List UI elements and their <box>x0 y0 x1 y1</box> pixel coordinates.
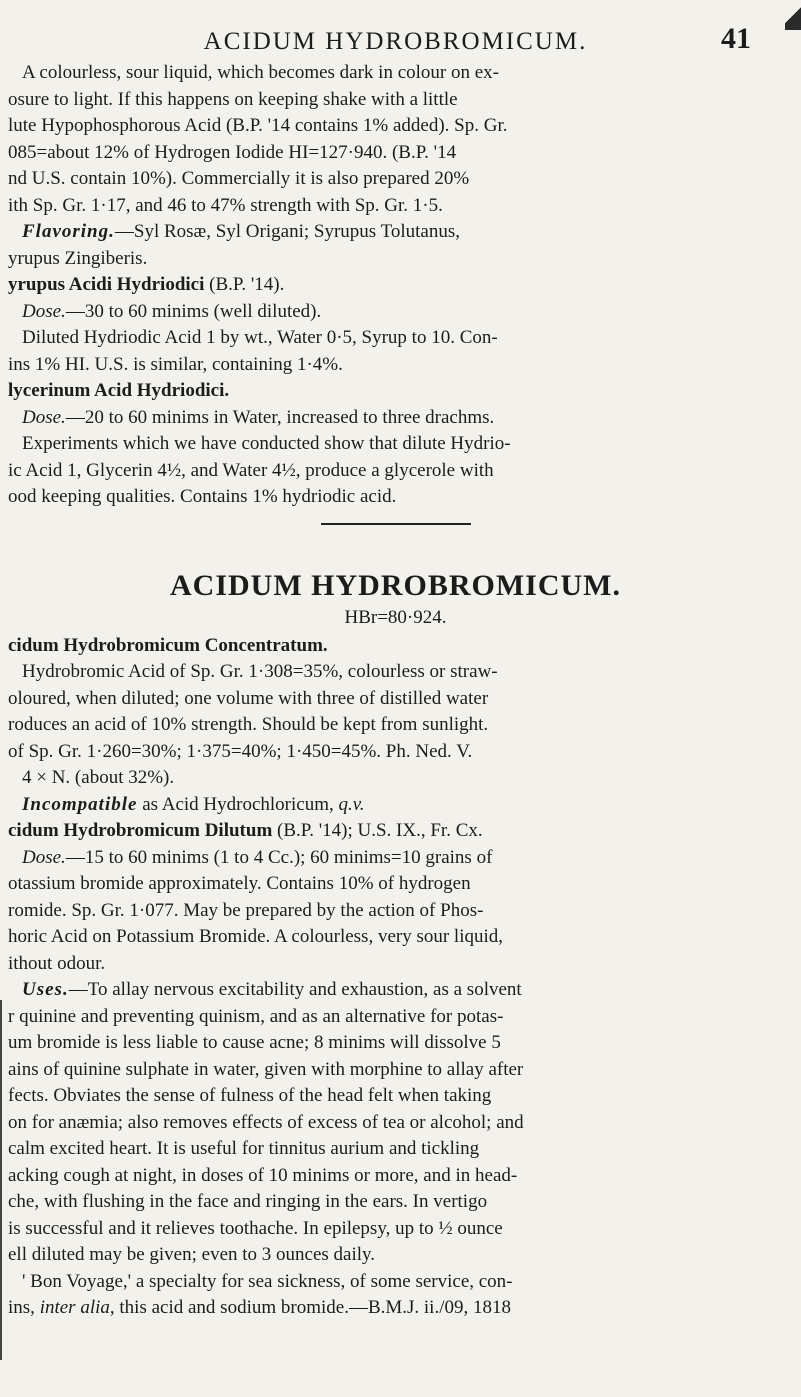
syrupus-section <box>8 272 783 378</box>
text-line: is successful and it relieves toothache. In epilepsy, up to ½ ounce <box>8 1217 503 1239</box>
text-line: 085=about 12% of Hydrogen Iodide HI=127·940. (B.P. '14 <box>8 141 457 163</box>
citation-line <box>8 1295 783 1322</box>
text-line: um bromide is less liable to cause acne; 8 minims will dissolve 5 <box>8 1032 501 1053</box>
text-line: ithout odour. <box>8 952 106 974</box>
text-line: ains of quinine sulphate in water, given with morphine to allay after <box>8 1058 524 1080</box>
text-line: oloured, when diluted; one volume with three of distilled water <box>8 687 489 709</box>
flavoring-line <box>8 219 783 246</box>
text-line: Diluted Hydriodic Acid 1 by wt., Water 0·5, Syrup to 10. Con- <box>22 327 498 348</box>
text-line: fects. Obviates the sense of fulness of the head felt when taking <box>8 1085 492 1106</box>
uses-label: Uses. <box>22 979 69 1000</box>
text-line: Hydrobromic Acid of Sp. Gr. 1·308=35%, colourless or straw- <box>22 661 498 682</box>
text-line: otassium bromide approximately. Contains 10% of hydrogen <box>8 873 471 894</box>
dose-label: Dose. <box>22 406 66 428</box>
dose-text: —30 to 60 minims (well diluted). <box>65 300 322 322</box>
text-line: ood keeping qualities. Contains 1% hydriodic acid. <box>8 486 397 507</box>
glycerinum-section <box>8 378 783 511</box>
dose-line <box>8 299 783 326</box>
incompatible-line <box>8 792 783 819</box>
text-line: nd U.S. contain 10%). Commercially it is also prepared 20% <box>8 168 470 189</box>
syrupus-heading-ref: (B.P. '14). <box>209 274 285 295</box>
text-line: calm excited heart. It is useful for tinnitus aurium and tickling <box>8 1138 480 1159</box>
section-divider <box>321 523 471 525</box>
dilutum-heading-line <box>8 818 783 845</box>
incompatible-ref: q.v. <box>338 793 365 815</box>
text-line: ' Bon Voyage,' a specialty for sea sickness, of some service, con- <box>22 1270 513 1292</box>
incompatible-text: as Acid Hydrochloricum, <box>137 793 339 815</box>
dose-text: —20 to 60 minims in Water, increased to three drachms. <box>65 406 495 428</box>
dose-text: —15 to 60 minims (1 to 4 Cc.); 60 minims=10 grains of <box>65 846 493 868</box>
dose-line <box>8 405 783 432</box>
hydriodic-acid-description <box>8 60 783 272</box>
page-header <box>8 0 783 60</box>
uses-line <box>8 977 783 1004</box>
text-line: ins 1% HI. U.S. is similar, containing 1·4%. <box>8 353 343 375</box>
text-line: ith Sp. Gr. 1·17, and 46 to 47% strength with Sp. Gr. 1·5. <box>8 194 443 216</box>
citation-text-a: ins, <box>8 1297 40 1318</box>
text-line: che, with flushing in the face and ringing in the ears. In vertigo <box>8 1191 488 1212</box>
flavoring-text: —Syl Rosæ, Syl Origani; Syrupus Tolutanus, <box>114 221 460 242</box>
dilutum-heading-ref: (B.P. '14); U.S. IX., Fr. Cx. <box>277 820 483 841</box>
dilutum-section <box>8 818 783 1322</box>
syrupus-heading: yrupus Acidi Hydriodici <box>8 274 205 295</box>
text-line: roduces an acid of 10% strength. Should be kept from sunlight. <box>8 714 489 735</box>
concentratum-section <box>8 633 783 819</box>
text-line: 4 × N. (about 32%). <box>22 767 175 788</box>
page-number: 41 <box>721 22 751 55</box>
text-line: osure to light. If this happens on keeping shake with a little <box>8 88 458 110</box>
citation-inter-alia: inter alia <box>39 1297 110 1318</box>
text-line: A colourless, sour liquid, which becomes dark in colour on ex- <box>22 62 500 83</box>
monograph-title: ACIDUM HYDROBROMICUM. <box>170 568 621 602</box>
text-line: romide. Sp. Gr. 1·077. May be prepared by the action of Phos- <box>8 899 484 921</box>
text-line: yrupus Zingiberis. <box>8 247 148 269</box>
syrupus-heading-line <box>8 272 783 299</box>
citation-text-c: , this acid and sodium bromide.—B.M.J. ii./09, 1818 <box>109 1297 511 1318</box>
text-line: acking cough at night, in doses of 10 minims or more, and in head- <box>8 1164 518 1186</box>
dose-label: Dose. <box>22 846 66 868</box>
concentratum-heading: cidum Hydrobromicum Concentratum. <box>8 634 328 656</box>
binding-edge-mark <box>0 1000 2 1360</box>
dose-line <box>8 845 783 872</box>
text-line: ic Acid 1, Glycerin 4½, and Water 4½, produce a glycerole with <box>8 459 494 481</box>
dose-label: Dose. <box>22 300 66 322</box>
text-line: horic Acid on Potassium Bromide. A colourless, very sour liquid, <box>8 926 504 947</box>
chemical-formula: HBr=80·924. <box>344 606 447 628</box>
page-corner-mark <box>785 0 801 30</box>
text-line: ell diluted may be given; even to 3 ounces daily. <box>8 1244 376 1265</box>
text-line: r quinine and preventing quinism, and as an alternative for potas- <box>8 1005 504 1027</box>
flavoring-label: Flavoring. <box>22 221 115 242</box>
text-line: lute Hypophosphorous Acid (B.P. '14 contains 1% added). Sp. Gr. <box>8 115 508 136</box>
text-line: on for anæmia; also removes effects of excess of tea or alcohol; and <box>8 1111 524 1133</box>
text-line: Experiments which we have conducted show that dilute Hydrio- <box>22 433 511 454</box>
text-line: of Sp. Gr. 1·260=30%; 1·375=40%; 1·450=45%. Ph. Ned. V. <box>8 740 473 762</box>
running-head: ACIDUM HYDROBROMICUM. <box>203 28 588 55</box>
glycerinum-heading: lycerinum Acid Hydriodici. <box>8 380 230 401</box>
dilutum-heading: cidum Hydrobromicum Dilutum <box>8 820 273 841</box>
uses-text: —To allay nervous excitability and exhaustion, as a solvent <box>68 979 522 1000</box>
incompatible-label: Incompatible <box>22 793 138 815</box>
